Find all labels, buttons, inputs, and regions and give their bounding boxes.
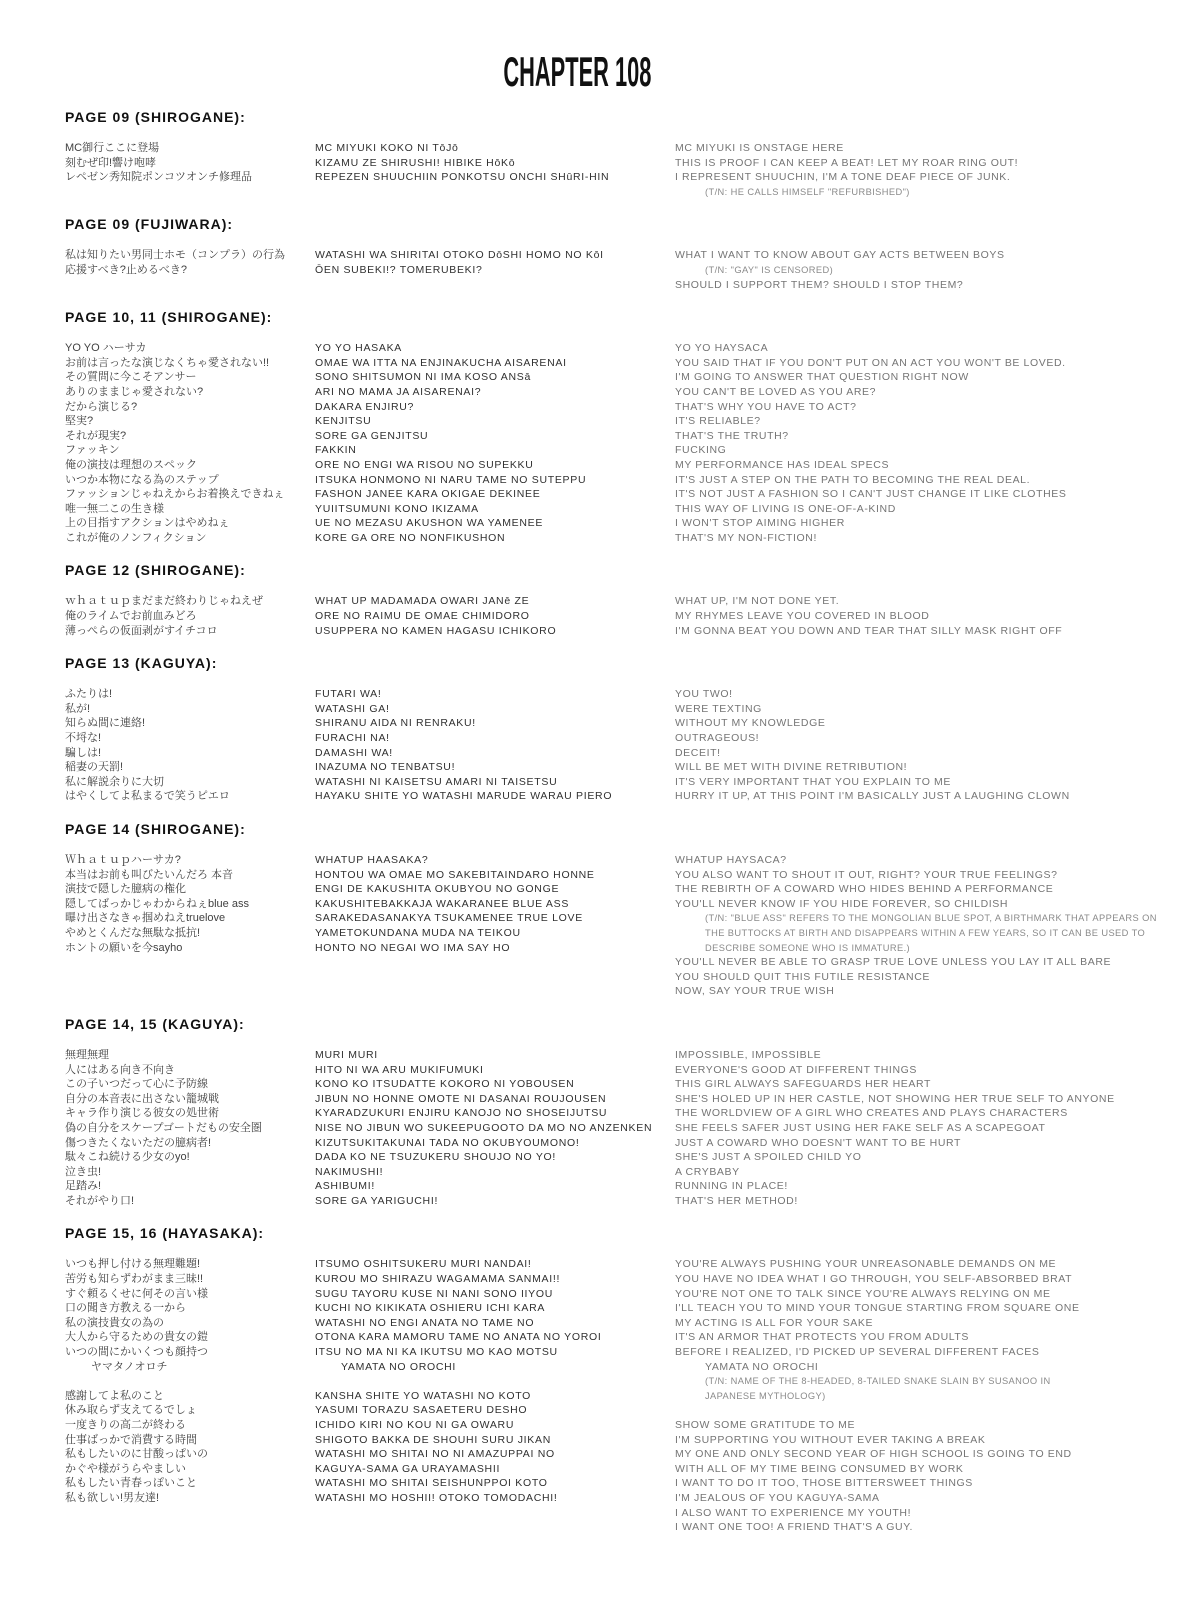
text-line: SHE FEELS SAFER JUST USING HER FAKE SELF AS A SCAPEGOAT	[675, 1121, 1046, 1134]
japanese-column	[65, 1257, 315, 1505]
text-line: MY PERFORMANCE HAS IDEAL SPECS	[675, 458, 890, 471]
text-line: THIS WAY OF LIVING IS ONE-OF-A-KIND	[675, 502, 896, 515]
text-line: いつか本物になる為のステップ	[65, 473, 219, 486]
columns-row	[65, 594, 1170, 638]
text-line: ITSUMO OSHITSUKERU MURI NANDAI!	[315, 1258, 532, 1271]
text-line: THAT'S HER METHOD!	[675, 1194, 798, 1207]
text-line: FUTARI WA!	[315, 688, 382, 701]
text-line: IT'S RELIABLE?	[675, 415, 761, 428]
text-line: WHAT UP MADAMADA OWARI JANē ZE	[315, 595, 530, 608]
text-line: 堅実?	[65, 415, 94, 428]
text-line: YO YO HAYSACA	[675, 342, 769, 355]
text-line: EVERYONE'S GOOD AT DIFFERENT THINGS	[675, 1063, 917, 1076]
text-line: KIZUTSUKITAKUNAI TADA NO OKUBYOUMONO!	[315, 1136, 580, 1149]
text-line: ORE NO ENGI WA RISOU NO SUPEKKU	[315, 458, 534, 471]
text-line: 私が!	[65, 702, 91, 715]
text-line: ITSU NO MA NI KA IKUTSU MO KAO MOTSU	[315, 1346, 558, 1359]
text-line: YAMATA NO OROCHI	[341, 1360, 457, 1373]
translator-note-line: THE BUTTOCKS AT BIRTH AND DISAPPEARS WITHIN A FEW YEARS, SO IT CAN BE USED TO	[705, 927, 1146, 938]
text-line: 知らぬ間に連絡!	[65, 717, 146, 730]
text-line: DADA KO NE TSUZUKERU SHOUJO NO YO!	[315, 1151, 557, 1164]
romaji-column	[315, 594, 675, 638]
text-line: FUCKING	[675, 444, 727, 457]
text-line: MC御行ここに登場	[65, 142, 160, 154]
text-line: KENJITSU	[315, 415, 372, 428]
text-line: 曝け出さなきゃ掴めねえtruelove	[65, 912, 226, 925]
text-line: 隠してばっかじゃわからねぇblue ass	[65, 897, 249, 910]
text-line: I WANT ONE TOO! A FRIEND THAT'S A GUY.	[675, 1521, 913, 1534]
text-line: YOU HAVE NO IDEA WHAT I GO THROUGH, YOU SELF-ABSORBED BRAT	[675, 1273, 1073, 1286]
section	[65, 216, 1170, 292]
text-line: ファッキン	[65, 444, 120, 457]
text-line: I'M JEALOUS OF YOU KAGUYA-SAMA	[675, 1491, 880, 1504]
text-line: WHAT UP, I'M NOT DONE YET.	[675, 595, 840, 608]
text-line: THE REBIRTH OF A COWARD WHO HIDES BEHIND A PERFORMANCE	[675, 883, 1054, 896]
text-line: SHOW SOME GRATITUDE TO ME	[675, 1419, 856, 1431]
text-line: その質問に今こそアンサー	[65, 371, 197, 384]
text-line: 騙しは!	[65, 746, 102, 759]
text-line: 演技で隠した臆病の権化	[65, 883, 186, 896]
japanese-column	[65, 1048, 315, 1209]
section-header: PAGE 09 (SHIROGANE):	[65, 109, 246, 125]
text-line: 無理無理	[65, 1048, 109, 1061]
text-line: YASUMI TORAZU SASAETERU DESHO	[315, 1404, 528, 1417]
text-line: KUCHI NO KIKIKATA OSHIERU ICHI KARA	[315, 1302, 546, 1315]
text-line: YOU'RE NOT ONE TO TALK SINCE YOU'RE ALWAYS RELYING ON ME	[675, 1287, 1051, 1300]
text-line: 私に解説余りに大切	[65, 775, 164, 788]
page-header	[65, 48, 1090, 95]
text-line: お前は言ったな演じなくちゃ愛されない!!	[65, 356, 270, 369]
text-line: OMAE WA ITTA NA ENJINAKUCHA AISARENAI	[315, 356, 567, 369]
text-line: はやくしてよ私まるで笑うピエロ	[65, 790, 230, 803]
text-line: それがやり口!	[65, 1194, 135, 1207]
text-line: やめとくんだな無駄な抵抗!	[65, 926, 201, 939]
text-line: かぐや様がうらやましい	[65, 1462, 186, 1475]
text-line: MC MIYUKI KOKO NI TōJō	[315, 142, 459, 154]
text-line: KONO KO ITSUDATTE KOKORO NI YOBOUSEN	[315, 1078, 575, 1091]
text-line: ｗｈａｔｕｐまだまだ終わりじゃねえぜ	[65, 595, 263, 608]
translator-note-line: (T/N: HE CALLS HIMSELF "REFURBISHED")	[705, 186, 910, 197]
text-line: WATASHI WA SHIRITAI OTOKO DōSHI HOMO NO KōI	[315, 249, 604, 262]
text-line: 泣き虫!	[65, 1165, 102, 1178]
text-line: これが俺のノンフィクション	[65, 531, 207, 544]
text-line: 本当はお前も叫びたいんだろ 本音	[65, 868, 234, 881]
english-column	[675, 687, 1170, 804]
text-line: WHATUP HAASAKA?	[315, 854, 429, 866]
text-line: NISE NO JIBUN WO SUKEEPUGOOTO DA MO NO ANZENKEN	[315, 1121, 653, 1134]
text-line: THAT'S MY NON-FICTION!	[675, 531, 817, 544]
english-column	[675, 1257, 1170, 1534]
text-line: YOU ALSO WANT TO SHOUT IT OUT, RIGHT? YOUR TRUE FEELINGS?	[675, 868, 1058, 881]
text-line: YOU TWO!	[675, 688, 733, 701]
text-line: I'M SUPPORTING YOU WITHOUT EVER TAKING A BREAK	[675, 1433, 986, 1446]
text-line: IT'S AN ARMOR THAT PROTECTS YOU FROM ADULTS	[675, 1331, 970, 1344]
text-line: 私もしたい青春っぽいこと	[65, 1477, 197, 1490]
text-line: KORE GA ORE NO NONFIKUSHON	[315, 531, 506, 544]
text-line: YOU SHOULD QUIT THIS FUTILE RESISTANCE	[675, 970, 931, 983]
text-line: 上の目指すアクションはやめねぇ	[65, 517, 230, 530]
text-line: KAKUSHITEBAKKAJA WAKARANEE BLUE ASS	[315, 897, 570, 910]
english-column	[675, 594, 1170, 638]
blank-line	[65, 1374, 315, 1389]
text-line: NAKIMUSHI!	[315, 1165, 384, 1178]
section	[65, 655, 1170, 804]
text-line: DAKARA ENJIRU?	[315, 400, 415, 413]
text-line: いつの間にかいくつも顔持つ	[65, 1346, 208, 1359]
text-line: FASHON JANEE KARA OKIGAE DEKINEE	[315, 488, 541, 501]
text-line: SHE'S JUST A SPOILED CHILD YO	[675, 1151, 862, 1164]
section	[65, 309, 1170, 545]
columns-row	[65, 248, 1170, 292]
text-line: WATASHI MO SHITAI SEISHUNPPOI KOTO	[315, 1477, 548, 1490]
blank-line	[675, 1403, 1170, 1418]
text-line: 苦労も知らずわがまま三昧!!	[65, 1273, 204, 1286]
text-line: FAKKIN	[315, 444, 357, 457]
text-line: JUST A COWARD WHO DOESN'T WANT TO BE HURT	[675, 1136, 962, 1149]
text-line: USUPPERA NO KAMEN HAGASU ICHIKORO	[315, 624, 557, 637]
text-line: すぐ頼るくせに何その言い様	[65, 1287, 208, 1300]
text-line: WATASHI MO SHITAI NO NI AMAZUPPAI NO	[315, 1448, 555, 1461]
section	[65, 1016, 1170, 1209]
text-line: 不埒な!	[65, 732, 102, 745]
text-line: SHE'S HOLED UP IN HER CASTLE, NOT SHOWING HER TRUE SELF TO ANYONE	[675, 1092, 1115, 1105]
section-header: PAGE 15, 16 (HAYASAKA):	[65, 1225, 265, 1242]
text-line: 稲妻の天罰!	[65, 761, 124, 774]
text-line: 駄々こね続ける少女のyo!	[65, 1151, 190, 1164]
text-line: YO YO HASAKA	[315, 342, 402, 355]
text-line: NOW, SAY YOUR TRUE WISH	[675, 985, 835, 998]
translator-note-line: (T/N: "BLUE ASS" REFERS TO THE MONGOLIAN BLUE SPOT, A BIRTHMARK THAT APPEARS ON	[705, 913, 1157, 924]
text-line: ŌEN SUBEKI!? TOMERUBEKI?	[315, 263, 483, 276]
text-line: HONTOU WA OMAE MO SAKEBITAINDARO HONNE	[315, 868, 595, 881]
columns-row	[65, 687, 1170, 804]
text-line: 唯一無二この生き様	[65, 502, 164, 515]
text-line: IT'S VERY IMPORTANT THAT YOU EXPLAIN TO ME	[675, 775, 951, 788]
text-line: SUGU TAYORU KUSE NI NANI SONO IIYOU	[315, 1287, 554, 1300]
text-line: MC MIYUKI IS ONSTAGE HERE	[675, 142, 844, 154]
romaji-column	[315, 248, 675, 277]
text-line: ASHIBUMI!	[315, 1180, 375, 1193]
text-line: IT'S NOT JUST A FASHION SO I CAN'T JUST CHANGE IT LIKE CLOTHES	[675, 488, 1067, 501]
text-line: YO YO ハーサカ	[65, 342, 147, 355]
text-line: YAMATA NO OROCHI	[705, 1360, 819, 1373]
section	[65, 109, 1170, 199]
columns-row	[65, 1048, 1170, 1209]
text-line: 俺の演技は理想のスペック	[65, 458, 197, 471]
text-line: YOU'LL NEVER BE ABLE TO GRASP TRUE LOVE UNLESS YOU LAY IT ALL BARE	[675, 956, 1112, 969]
translator-note-line: JAPANESE MYTHOLOGY)	[705, 1390, 826, 1401]
text-line: I'M GONNA BEAT YOU DOWN AND TEAR THAT SILLY MASK RIGHT OFF	[675, 624, 1063, 637]
text-line: 応援すべき?止めるべき?	[65, 263, 188, 276]
text-line: DECEIT!	[675, 746, 721, 759]
text-line: KAGUYA-SAMA GA URAYAMASHII	[315, 1462, 501, 1475]
chapter-title: CHAPTER 108	[503, 48, 652, 95]
section	[65, 821, 1170, 999]
text-line: A CRYBABY	[675, 1165, 740, 1178]
text-line: MY RHYMES LEAVE YOU COVERED IN BLOOD	[675, 610, 930, 623]
text-line: 偽の自分をスケープゴートだもの安全圏	[65, 1121, 262, 1134]
text-line: I ALSO WANT TO EXPERIENCE MY YOUTH!	[675, 1506, 912, 1519]
text-line: KIZAMU ZE SHIRUSHI! HIBIKE HōKō	[315, 156, 516, 169]
japanese-column	[65, 341, 315, 545]
text-line: ヤマタノオロチ	[91, 1360, 168, 1373]
text-line: JIBUN NO HONNE OMOTE NI DASANAI ROUJOUSEN	[315, 1092, 607, 1105]
text-line: OTONA KARA MAMORU TAME NO ANATA NO YOROI	[315, 1331, 602, 1344]
text-line: WHATUP HAYSACA?	[675, 854, 787, 866]
english-column	[675, 1048, 1170, 1209]
english-column	[675, 141, 1170, 199]
text-line: DAMASHI WA!	[315, 746, 393, 759]
text-line: WATASHI GA!	[315, 702, 390, 715]
romaji-column	[315, 853, 675, 955]
romaji-column	[315, 687, 675, 804]
text-line: 人にはある向き不向き	[65, 1063, 175, 1076]
text-line: Ｗｈａｔｕｐハーサカ?	[65, 854, 181, 866]
text-line: ORE NO RAIMU DE OMAE CHIMIDORO	[315, 610, 530, 623]
translator-note-line: (T/N: NAME OF THE 8-HEADED, 8-TAILED SNAKE SLAIN BY SUSANOO IN	[705, 1376, 1051, 1387]
text-line: WATASHI NO ENGI ANATA NO TAME NO	[315, 1316, 535, 1329]
text-line: I WON'T STOP AIMING HIGHER	[675, 517, 845, 530]
text-line: 休み取らず支えてるでしょ	[65, 1404, 197, 1417]
columns-row	[65, 341, 1170, 545]
text-line: キャラ作り演じる彼女の処世術	[65, 1107, 219, 1120]
text-line: MY ONE AND ONLY SECOND YEAR OF HIGH SCHOOL IS GOING TO END	[675, 1448, 1072, 1461]
text-line: 自分の本音表に出さない籠城戦	[65, 1092, 219, 1105]
blank-line	[315, 1374, 675, 1389]
text-line: SORE GA YARIGUCHI!	[315, 1194, 439, 1207]
text-line: ITSUKA HONMONO NI NARU TAME NO SUTEPPU	[315, 473, 587, 486]
japanese-column	[65, 853, 315, 955]
sections	[65, 109, 1170, 1535]
section-header: PAGE 10, 11 (SHIROGANE):	[65, 309, 273, 326]
romaji-column	[315, 141, 675, 185]
text-line: YOU'RE ALWAYS PUSHING YOUR UNREASONABLE DEMANDS ON ME	[675, 1258, 1057, 1271]
text-line: だから演じる?	[65, 400, 138, 413]
text-line: 仕事ばっかで消費する時間	[65, 1433, 197, 1446]
romaji-column	[315, 1257, 675, 1505]
text-line: 私の演技貴女の為の	[65, 1316, 164, 1329]
text-line: KYARADZUKURI ENJIRU KANOJO NO SHOSEIJUTSU	[315, 1107, 608, 1120]
text-line: FURACHI NA!	[315, 732, 390, 745]
text-line: I REPRESENT SHUUCHIN, I'M A TONE DEAF PIECE OF JUNK.	[675, 171, 1011, 184]
text-line: BEFORE I REALIZED, I'D PICKED UP SEVERAL DIFFERENT FACES	[675, 1346, 1040, 1359]
section	[65, 562, 1170, 638]
japanese-column	[65, 248, 315, 277]
text-line: 私は知りたい男同士ホモ（コンプラ）の行為	[65, 249, 285, 262]
text-line: 足踏み!	[65, 1180, 102, 1193]
section-header: PAGE 13 (KAGUYA):	[65, 655, 218, 672]
japanese-column	[65, 141, 315, 185]
text-line: レペゼン秀知院ポンコツオンチ修理品	[65, 171, 252, 184]
text-line: ふたりは!	[65, 688, 113, 701]
text-line: REPEZEN SHUUCHIIN PONKOTSU ONCHI SHūRI-HIN	[315, 171, 610, 184]
text-line: YUIITSUMUNI KONO IKIZAMA	[315, 502, 479, 515]
text-line: YAMETOKUNDANA MUDA NA TEIKOU	[315, 926, 521, 939]
text-line: 感謝してよ私のこと	[65, 1389, 164, 1402]
text-line: IT'S JUST A STEP ON THE PATH TO BECOMING THE REAL DEAL.	[675, 473, 1031, 486]
section-header: PAGE 14 (SHIROGANE):	[65, 821, 246, 837]
text-line: 大人から守るための貴女の鎧	[65, 1331, 208, 1344]
text-line: IMPOSSIBLE, IMPOSSIBLE	[675, 1048, 822, 1061]
translator-note-line: (T/N: "GAY" IS CENSORED)	[705, 264, 834, 275]
text-line: いつも押し付ける無理難題!	[65, 1258, 201, 1271]
columns-row	[65, 853, 1170, 999]
text-line: ホントの願いを今sayho	[65, 941, 183, 954]
section-header: PAGE 09 (FUJIWARA):	[65, 216, 234, 233]
text-line: THIS GIRL ALWAYS SAFEGUARDS HER HEART	[675, 1078, 931, 1091]
text-line: I'LL TEACH YOU TO MIND YOUR TONGUE STARTING FROM SQUARE ONE	[675, 1302, 1080, 1315]
section	[65, 1225, 1170, 1534]
text-line: 傷つきたくないただの臆病者!	[65, 1136, 212, 1149]
text-line: 刻むぜ印!響け咆哮	[65, 156, 157, 169]
text-line: HONTO NO NEGAI WO IMA SAY HO	[315, 941, 511, 954]
text-line: INAZUMA NO TENBATSU!	[315, 761, 456, 774]
text-line: 薄っぺらの仮面剥がすイチコロ	[65, 624, 218, 637]
text-line: HAYAKU SHITE YO WATASHI MARUDE WARAU PIERO	[315, 790, 613, 803]
text-line: THAT'S WHY YOU HAVE TO ACT?	[675, 400, 857, 413]
text-line: 俺のライムでお前血みどろ	[65, 610, 197, 623]
text-line: MURI MURI	[315, 1048, 378, 1061]
text-line: WILL BE MET WITH DIVINE RETRIBUTION!	[675, 761, 908, 774]
text-line: 私も欲しい!男友達!	[65, 1491, 160, 1504]
text-line: SHIGOTO BAKKA DE SHOUHI SURU JIKAN	[315, 1433, 551, 1446]
romaji-column	[315, 341, 675, 545]
text-line: THAT'S THE TRUTH?	[675, 429, 789, 442]
english-column	[675, 853, 1170, 999]
text-line: 私もしたいのに甘酸っぱいの	[65, 1448, 208, 1461]
text-line: RUNNING IN PLACE!	[675, 1180, 788, 1193]
english-column	[675, 248, 1170, 292]
text-line: それが現実?	[65, 429, 127, 442]
text-line: ARI NO MAMA JA AISARENAI?	[315, 385, 482, 398]
text-line: この子いつだって心に予防線	[65, 1078, 208, 1091]
text-line: SONO SHITSUMON NI IMA KOSO ANSā	[315, 371, 531, 384]
text-line: YOU CAN'T BE LOVED AS YOU ARE?	[675, 385, 877, 398]
text-line: OUTRAGEOUS!	[675, 732, 760, 745]
text-line: WATASHI MO HOSHII! OTOKO TOMODACHI!	[315, 1491, 558, 1504]
text-line: YOU'LL NEVER KNOW IF YOU HIDE FOREVER, SO CHILDISH	[675, 897, 1009, 910]
columns-row	[65, 1257, 1170, 1534]
text-line: HURRY IT UP, AT THIS POINT I'M BASICALLY JUST A LAUGHING CLOWN	[675, 790, 1070, 803]
text-line: WITHOUT MY KNOWLEDGE	[675, 717, 826, 730]
text-line: SARAKEDASANAKYA TSUKAMENEE TRUE LOVE	[315, 912, 583, 925]
english-column	[675, 341, 1170, 545]
text-line: THIS IS PROOF I CAN KEEP A BEAT! LET MY ROAR RING OUT!	[675, 156, 1019, 169]
columns-row	[65, 141, 1170, 199]
japanese-column	[65, 594, 315, 638]
text-line: I'M GOING TO ANSWER THAT QUESTION RIGHT NOW	[675, 371, 969, 384]
text-line: THE WORLDVIEW OF A GIRL WHO CREATES AND PLAYS CHARACTERS	[675, 1107, 1068, 1120]
text-line: WITH ALL OF MY TIME BEING CONSUMED BY WORK	[675, 1462, 964, 1475]
text-line: I WANT TO DO IT TOO, THOSE BITTERSWEET THINGS	[675, 1477, 973, 1490]
text-line: WERE TEXTING	[675, 702, 762, 715]
translator-note-line: DESCRIBE SOMEONE WHO IS IMMATURE.)	[705, 942, 911, 953]
romaji-column	[315, 1048, 675, 1209]
text-line: SHOULD I SUPPORT THEM? SHOULD I STOP THEM?	[675, 278, 964, 291]
text-line: ファッションじゃねえからお着換えできねぇ	[65, 488, 285, 501]
section-header: PAGE 12 (SHIROGANE):	[65, 562, 246, 579]
text-line: ICHIDO KIRI NO KOU NI GA OWARU	[315, 1419, 515, 1431]
text-line: HITO NI WA ARU MUKIFUMUKI	[315, 1063, 484, 1076]
text-line: WATASHI NI KAISETSU AMARI NI TAISETSU	[315, 775, 558, 788]
japanese-column	[65, 687, 315, 804]
text-line: 口の聞き方教える一から	[65, 1302, 186, 1315]
text-line: UE NO MEZASU AKUSHON WA YAMENEE	[315, 517, 544, 530]
text-line: SHIRANU AIDA NI RENRAKU!	[315, 717, 476, 730]
text-line: KANSHA SHITE YO WATASHI NO KOTO	[315, 1389, 531, 1402]
text-line: MY ACTING IS ALL FOR YOUR SAKE	[675, 1316, 874, 1329]
text-line: WHAT I WANT TO KNOW ABOUT GAY ACTS BETWEEN BOYS	[675, 249, 1005, 262]
text-line: YOU SAID THAT IF YOU DON'T PUT ON AN ACT YOU WON'T BE LOVED.	[675, 356, 1066, 369]
text-line: ENGI DE KAKUSHITA OKUBYOU NO GONGE	[315, 883, 560, 896]
text-line: KUROU MO SHIRAZU WAGAMAMA SANMAI!!	[315, 1273, 561, 1286]
section-header: PAGE 14, 15 (KAGUYA):	[65, 1015, 245, 1032]
text-line: ありのままじゃ愛されない?	[65, 385, 204, 398]
text-line: SORE GA GENJITSU	[315, 429, 429, 442]
text-line: 一度きりの高二が終わる	[65, 1419, 186, 1431]
